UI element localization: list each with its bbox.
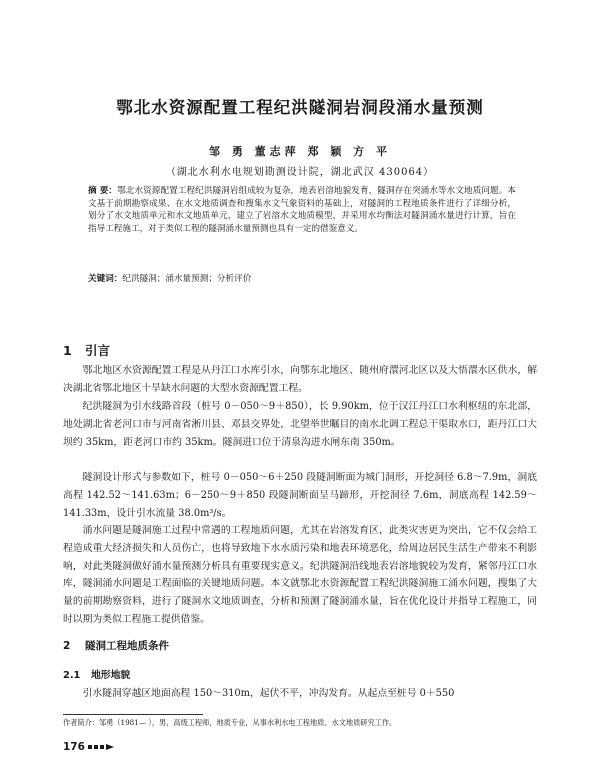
section-2-heading	[63, 638, 169, 653]
keywords-label: 关键词：	[88, 274, 123, 284]
keywords	[88, 273, 528, 285]
section-1-heading	[63, 341, 110, 359]
abstract	[88, 185, 516, 235]
paragraph: 鄂北地区水资源配置工程是从丹江口水库引水，向鄂东北地区、随州府澴河北区以及大悟澴水区供水，解决湖北省鄂北地区十旱缺水问题的大型水资源配置工程。	[63, 365, 537, 394]
section-title: 地形地貌	[91, 670, 131, 681]
section-title: 引言	[85, 343, 111, 358]
section-number: 2	[63, 640, 71, 652]
paper-authors: 邹 勇 董志萍 郑 颖 方 平	[209, 145, 391, 158]
paragraph: 涌水问题是隧洞施工过程中常遇的工程地质问题，尤其在岩溶发育区，此类灾害更为突出，它不仅会给工程造成重大经济损失和人员伤亡，也将导致地下水水质污染和地表环境恶化，给周边居民生活生产带来不利影响，对此类隧洞做好涌水量预测分析具有重要现实意义。纪洪隧洞沿线地表岩溶地貌较为发育，紧邻丹江口水库，隧洞涌水问题是工程面临的关键地质问题。本文就鄂北水资源配置工程纪洪隧洞施工涌水问题，搜集了大量的前期勘察资料，进行了隧洞水文地质调查，分析和预测了隧洞涌水量，旨在优化设计并指导工程施工，同时以期为类似工程施工提供借鉴。	[63, 525, 537, 625]
section-number: 1	[63, 343, 72, 358]
abstract-label: 摘 要：	[88, 186, 118, 196]
paragraph: 引水隧洞穿越区地面高程 150～310m，起伏不平，冲沟发育。从起点至桩号 0＋550	[82, 688, 455, 699]
paper-title: 鄂北水资源配置工程纪洪隧洞岩洞段涌水量预测	[116, 98, 484, 117]
footnote-rule	[63, 714, 203, 715]
author-affiliation: （湖北水利水电规划勘测设计院，湖北武汉 430064）	[165, 167, 435, 178]
page-number: 176	[63, 741, 85, 753]
abstract-text: 鄂北水资源配置工程纪洪隧洞岩组成较为复杂，地表岩溶地貌发育，隧洞存在突涌水等水文地质问题。本文基于前期勘察成果、在水文地质调查和搜集水文气象资料的基础上，对隧洞的工程地质条件进行了详细分析，划分了水文地质单元和水文地质单元，建立了岩溶水文地质模型，并采用水均衡法对隧洞涌水量进行计算，旨在指导工程施工，对于类似工程的隧洞涌水量预测也具有一定的借鉴意义。	[88, 186, 516, 234]
keywords-text: 纪洪隧洞；涌水量预测；分析评价	[122, 274, 252, 284]
paragraph: 隧洞设计形式与参数如下，桩号 0－050～6＋250 段隧洞断面为城门洞形，开挖洞径 6.8～7.9m，洞底高程 142.52～141.63m；6－250～9＋850 段隧洞断面呈马蹄形，开挖洞径 7.6m，洞底高程 142.59～141.33m，设计引水流量 38.0m³/s。	[63, 472, 537, 519]
paragraph: 纪洪隧洞为引水线路首段（桩号 0－050～9＋850），长 9.90km，位于汉江丹江口水利枢纽的东北部，地处湖北省老河口市与河南省淅川县、邓县交界处，北望举世瞩目的南水北调工程总干渠取水口，距丹江口大坝约 35km，距老河口市约 35km。隧洞进口位于清泉沟进水闸东南 350m。	[63, 401, 537, 448]
section-number: 2.1	[63, 670, 81, 681]
page-arrow-icon	[88, 744, 114, 750]
section-title: 隧洞工程地质条件	[85, 640, 169, 652]
author-footnote: 作者简介：邹勇（1981— ），男，高级工程师，地质专业，从事水利水电工程地质、水文地质研究工作。	[63, 718, 397, 727]
section-2-1-heading	[63, 667, 130, 681]
